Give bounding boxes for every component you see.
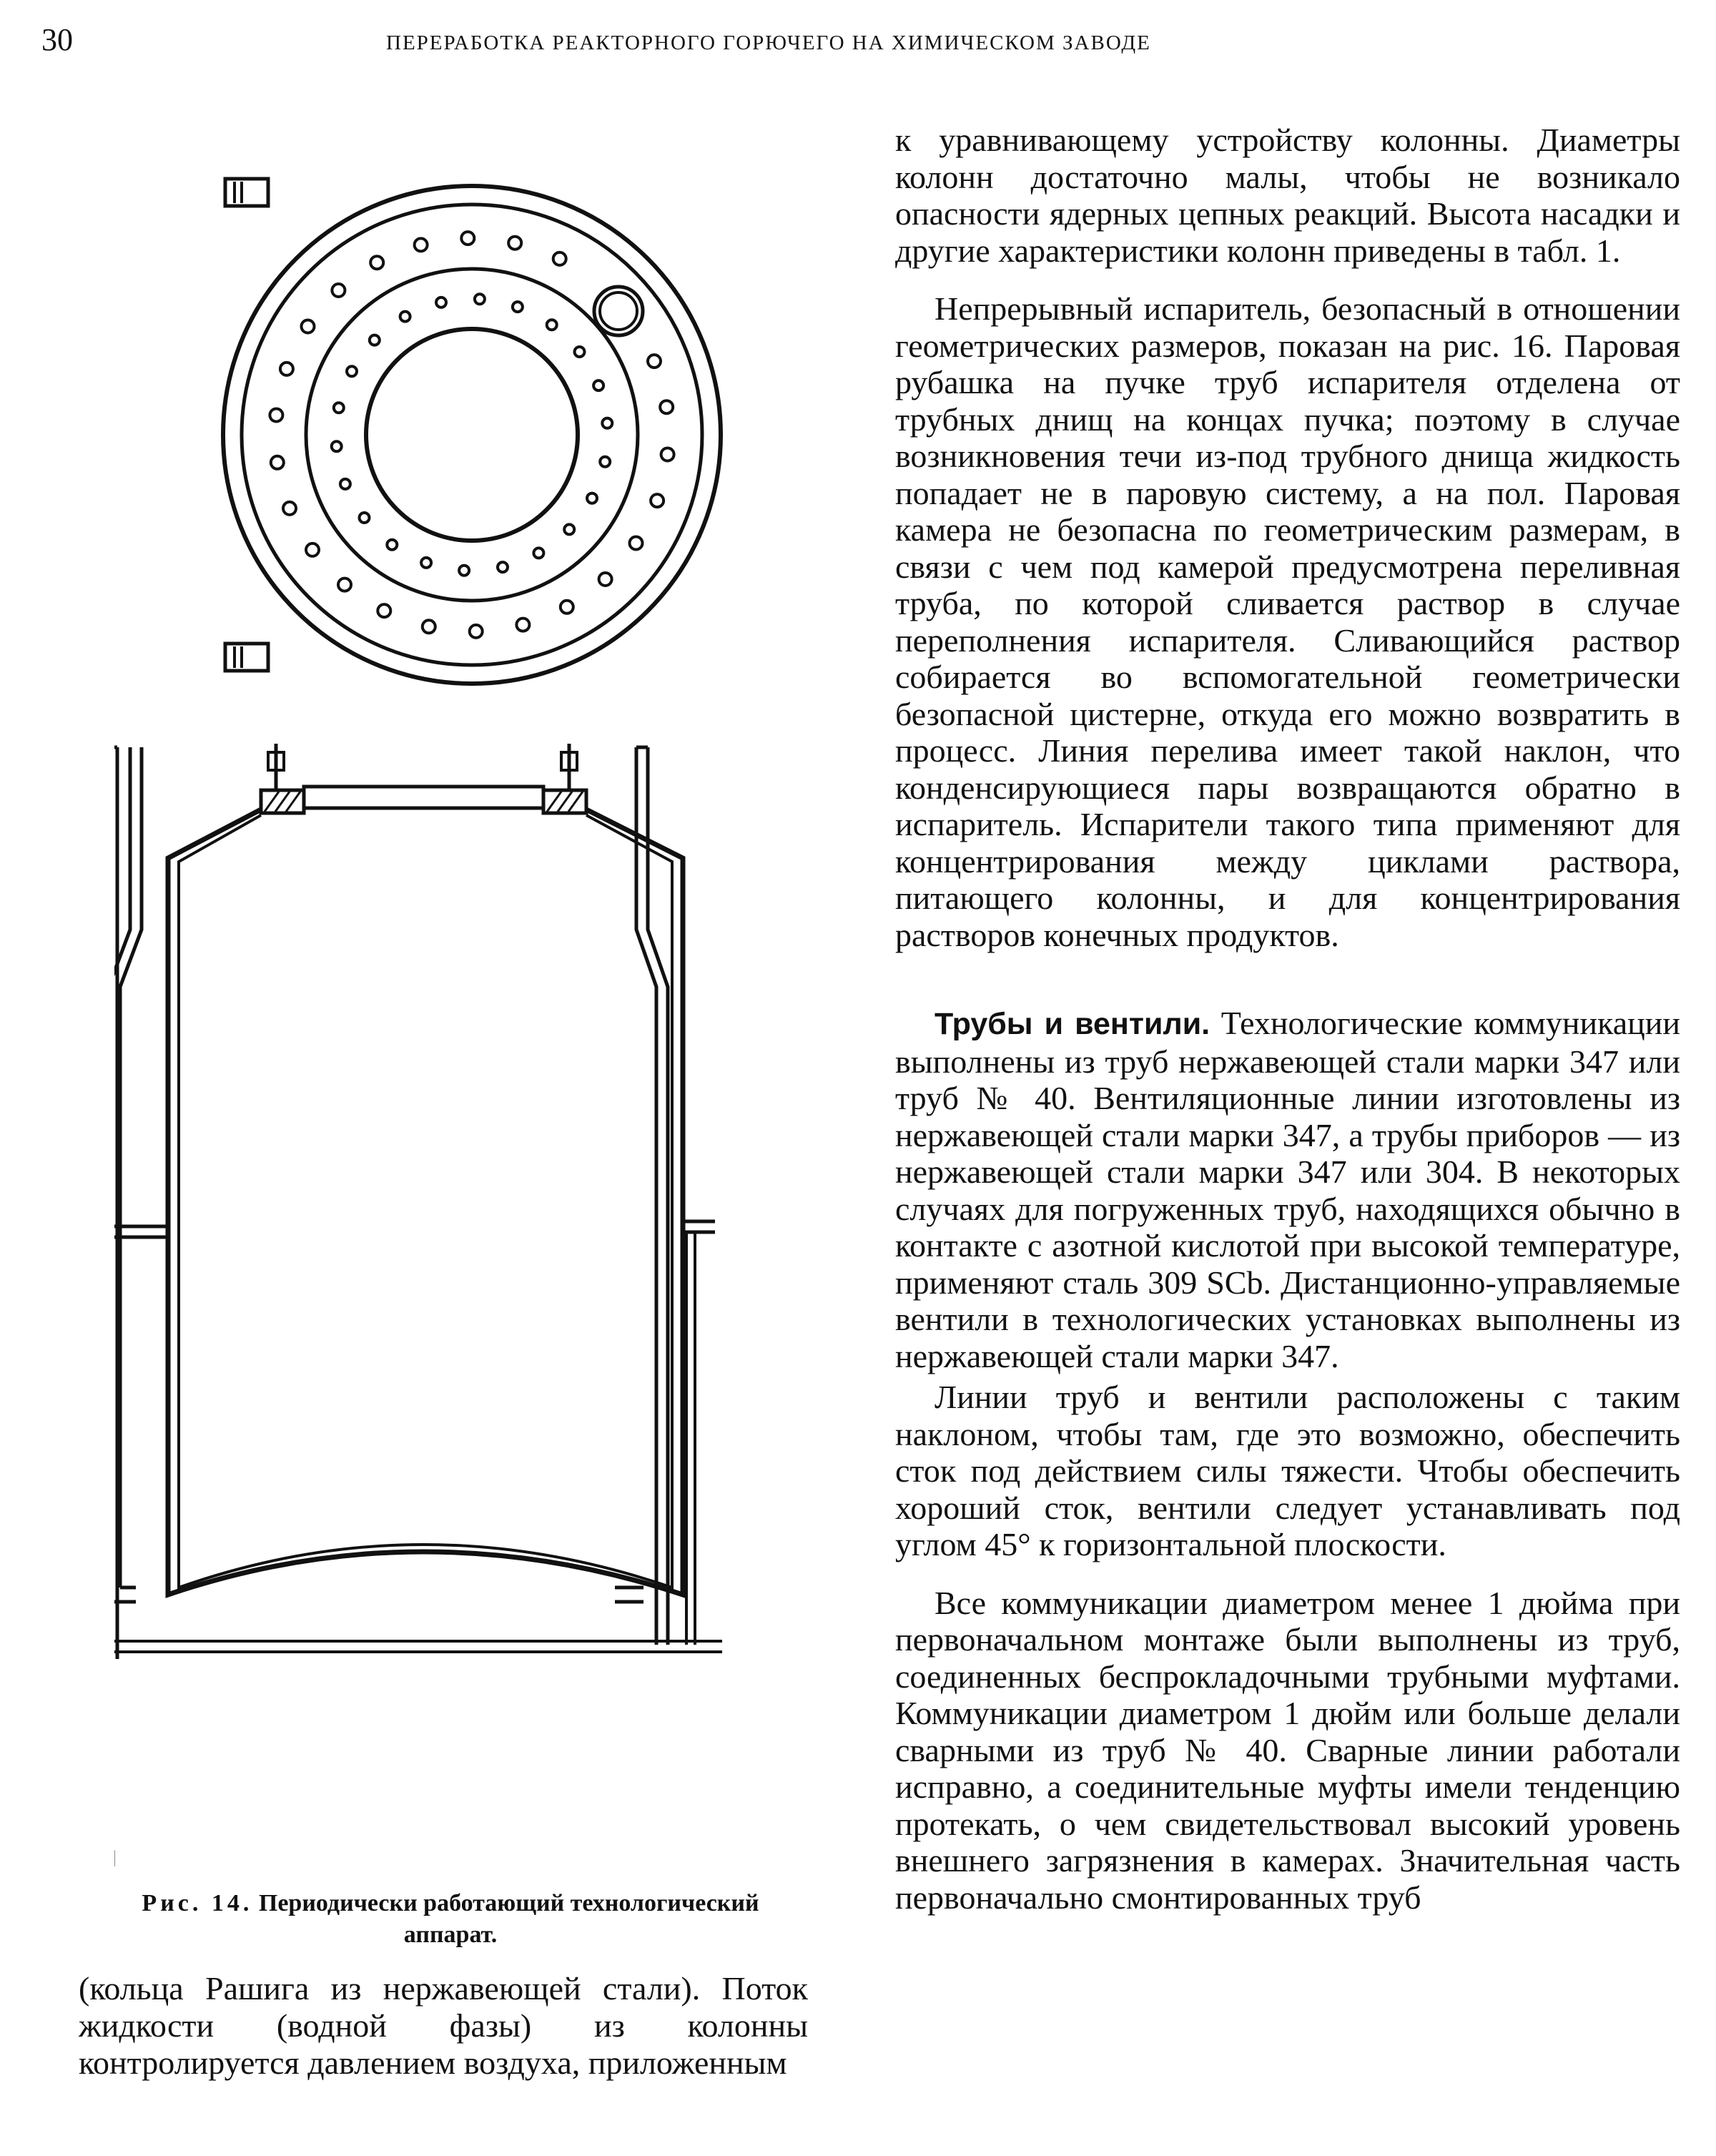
bolt-hole (387, 540, 397, 550)
top-port (304, 787, 543, 808)
bolt-hole (306, 543, 319, 556)
bolt-hole (415, 238, 428, 251)
figure-caption (114, 1888, 786, 1951)
bolt-hole (547, 320, 557, 330)
bolt-hole (332, 441, 342, 451)
section-body: Технологические коммуникации выполнены из труб нержавеющей стали марки 347 или труб № 40. Вентиляционные линии изготовлены из нержавеющей стали марки 347, а трубы приборов — из нержавеющей стали марки 347 или 304. В некоторых случаях для погруженных труб, находящихся обычно в контакте с азотной кислотой при высокой температуре, применяют сталь 309 SCb. Дистанционно-управляемые вентили в технологических установках выполнены из нержавеющей стали марки 347. (895, 1005, 1681, 1374)
paragraph-slope: Линии труб и вентили расположены с таким наклоном, чтобы там, где это возможно, обеспечить сток под действием силы тяжести. Чтобы обеспечить хороший сток, вентили следует устанавливать под углом 45° к горизонтальной плоскости. (895, 1379, 1680, 1562)
outer-flange-ring (223, 186, 721, 684)
left-column-text: (кольца Рашига из нержавеющей стали). Поток жидкости (водной фазы) из колонны контролируется давлением воздуха, приложенным (79, 1970, 808, 2081)
bolt-hole (516, 619, 529, 631)
elevation-view (114, 744, 722, 1866)
bolt-hole (302, 320, 315, 333)
bolt-hole (600, 457, 610, 467)
bolt-hole (283, 502, 296, 515)
bolt-hole (553, 252, 566, 265)
figure-14 (114, 150, 786, 1866)
bolt-hole (436, 297, 446, 307)
bracket-top (225, 179, 268, 206)
bolt-hole (475, 294, 485, 304)
bolt-hole (270, 409, 282, 422)
bolt-hole (651, 494, 664, 507)
bolt-hole (587, 493, 597, 503)
bolt-hole (593, 380, 603, 390)
bolt-hole (508, 237, 521, 250)
bolt-hole (575, 347, 585, 357)
bolt-hole (378, 604, 390, 617)
section-heading: Трубы и вентили. (935, 1007, 1210, 1041)
vessel-inner-wall (179, 815, 672, 1588)
paragraph-pipes-valves (895, 1005, 1680, 1374)
running-title: ПЕРЕРАБОТКА РЕАКТОРНОГО ГОРЮЧЕГО НА ХИМИЧЕСКОМ ЗАВОДЕ (386, 31, 1151, 54)
bolt-hole (334, 403, 344, 413)
central-opening (366, 329, 578, 541)
bolt-hole (599, 573, 612, 586)
bolt-hole (660, 400, 673, 413)
left-jacket-pipe (114, 747, 117, 1659)
bolt-hole (340, 479, 350, 489)
bolt-hole (347, 366, 357, 376)
bolt-hole (370, 256, 383, 269)
bolt-hole (338, 579, 351, 591)
bolt-hole (459, 566, 469, 576)
left-side-nozzle (114, 1226, 168, 1237)
caption-text: Периодически работающий технологический аппарат. (258, 1890, 759, 1948)
bottom-rail (114, 1641, 722, 1652)
bolt-hole (498, 562, 508, 572)
bolt-hole (461, 232, 474, 245)
nozzle-outer (594, 287, 643, 335)
middle-ring (306, 269, 638, 601)
bracket-bottom (225, 644, 268, 671)
bolt-hole (332, 284, 345, 297)
outer-flange-inner-edge (242, 205, 702, 665)
right-column (895, 122, 1680, 1916)
page-number: 30 (41, 22, 73, 57)
vessel-shell (168, 809, 683, 1595)
paragraph-fittings: Все коммуникации диаметром менее 1 дюйма при первоначальном монтаже были выполнены из труб, соединенных беспрокладочными трубными муфтами. Коммуникации диаметром 1 дюйм или больше делали сварными из труб № 40. Сварные линии работали исправно, а соединительные муфты имели тенденцию протекать, о чем свидетельствовал высокий уровень внешнего загрязнения в камерах. Значительная часть первоначально смонтированных труб (895, 1584, 1680, 1916)
caption-label: Рис. 14. (142, 1890, 253, 1916)
bolt-hole (423, 620, 435, 633)
bolt-hole (661, 448, 674, 461)
bolt-hole (533, 548, 543, 558)
bolt-hole (280, 363, 293, 375)
bolt-hole (271, 456, 284, 469)
bolt-hole (360, 513, 370, 523)
paragraph-evaporator: Непрерывный испаритель, безопасный в отношении геометрических размеров, показан на рис. 16. Паровая рубашка на пучке труб испарителя отделена от трубных днищ на концах пучка; поэтому в случае возникновения течи из-под трубного днища жидкость попадает не в паровую систему, а на пол. Паровая камера не безопасна по геометрическим размерам, в связи с чем под камерой предусмотрена переливная труба, по которой сливается раствор в случае переполнения испарителя. Сливающийся раствор собирается во вспомогательной геометрически безопасной цистерне, откуда его можно возвратить в процесс. Линия перелива имеет такой наклон, что конденсирующиеся пары возвращаются обратно в испаритель. Испарители такого типа применяют для концентрирования между циклами раствора, питающего колонны, и для концентрирования растворов конечных продуктов. (895, 290, 1680, 953)
bolt-hole (630, 537, 643, 550)
bolt-hole (421, 558, 431, 568)
bolt-hole (400, 312, 410, 322)
bolt-hole (370, 335, 380, 345)
bolt-hole (513, 302, 523, 312)
plan-view (223, 179, 721, 684)
bolt-hole (648, 355, 661, 368)
right-side-nozzle (683, 1221, 715, 1232)
paragraph-columns: к уравнивающему устройству колонны. Диаметры колонн достаточно малы, чтобы не возникало опасности ядерных цепных реакций. Высота насадки и другие характеристики колонн приведены в табл. 1. (895, 122, 1680, 269)
bolt-hole (561, 601, 573, 614)
nozzle-inner (600, 292, 637, 330)
right-jacket-pipe (636, 747, 668, 1645)
bolt-hole (564, 524, 574, 534)
bolt-hole (602, 418, 612, 428)
bolt-hole (470, 625, 483, 638)
apparatus-drawing (114, 150, 786, 1866)
